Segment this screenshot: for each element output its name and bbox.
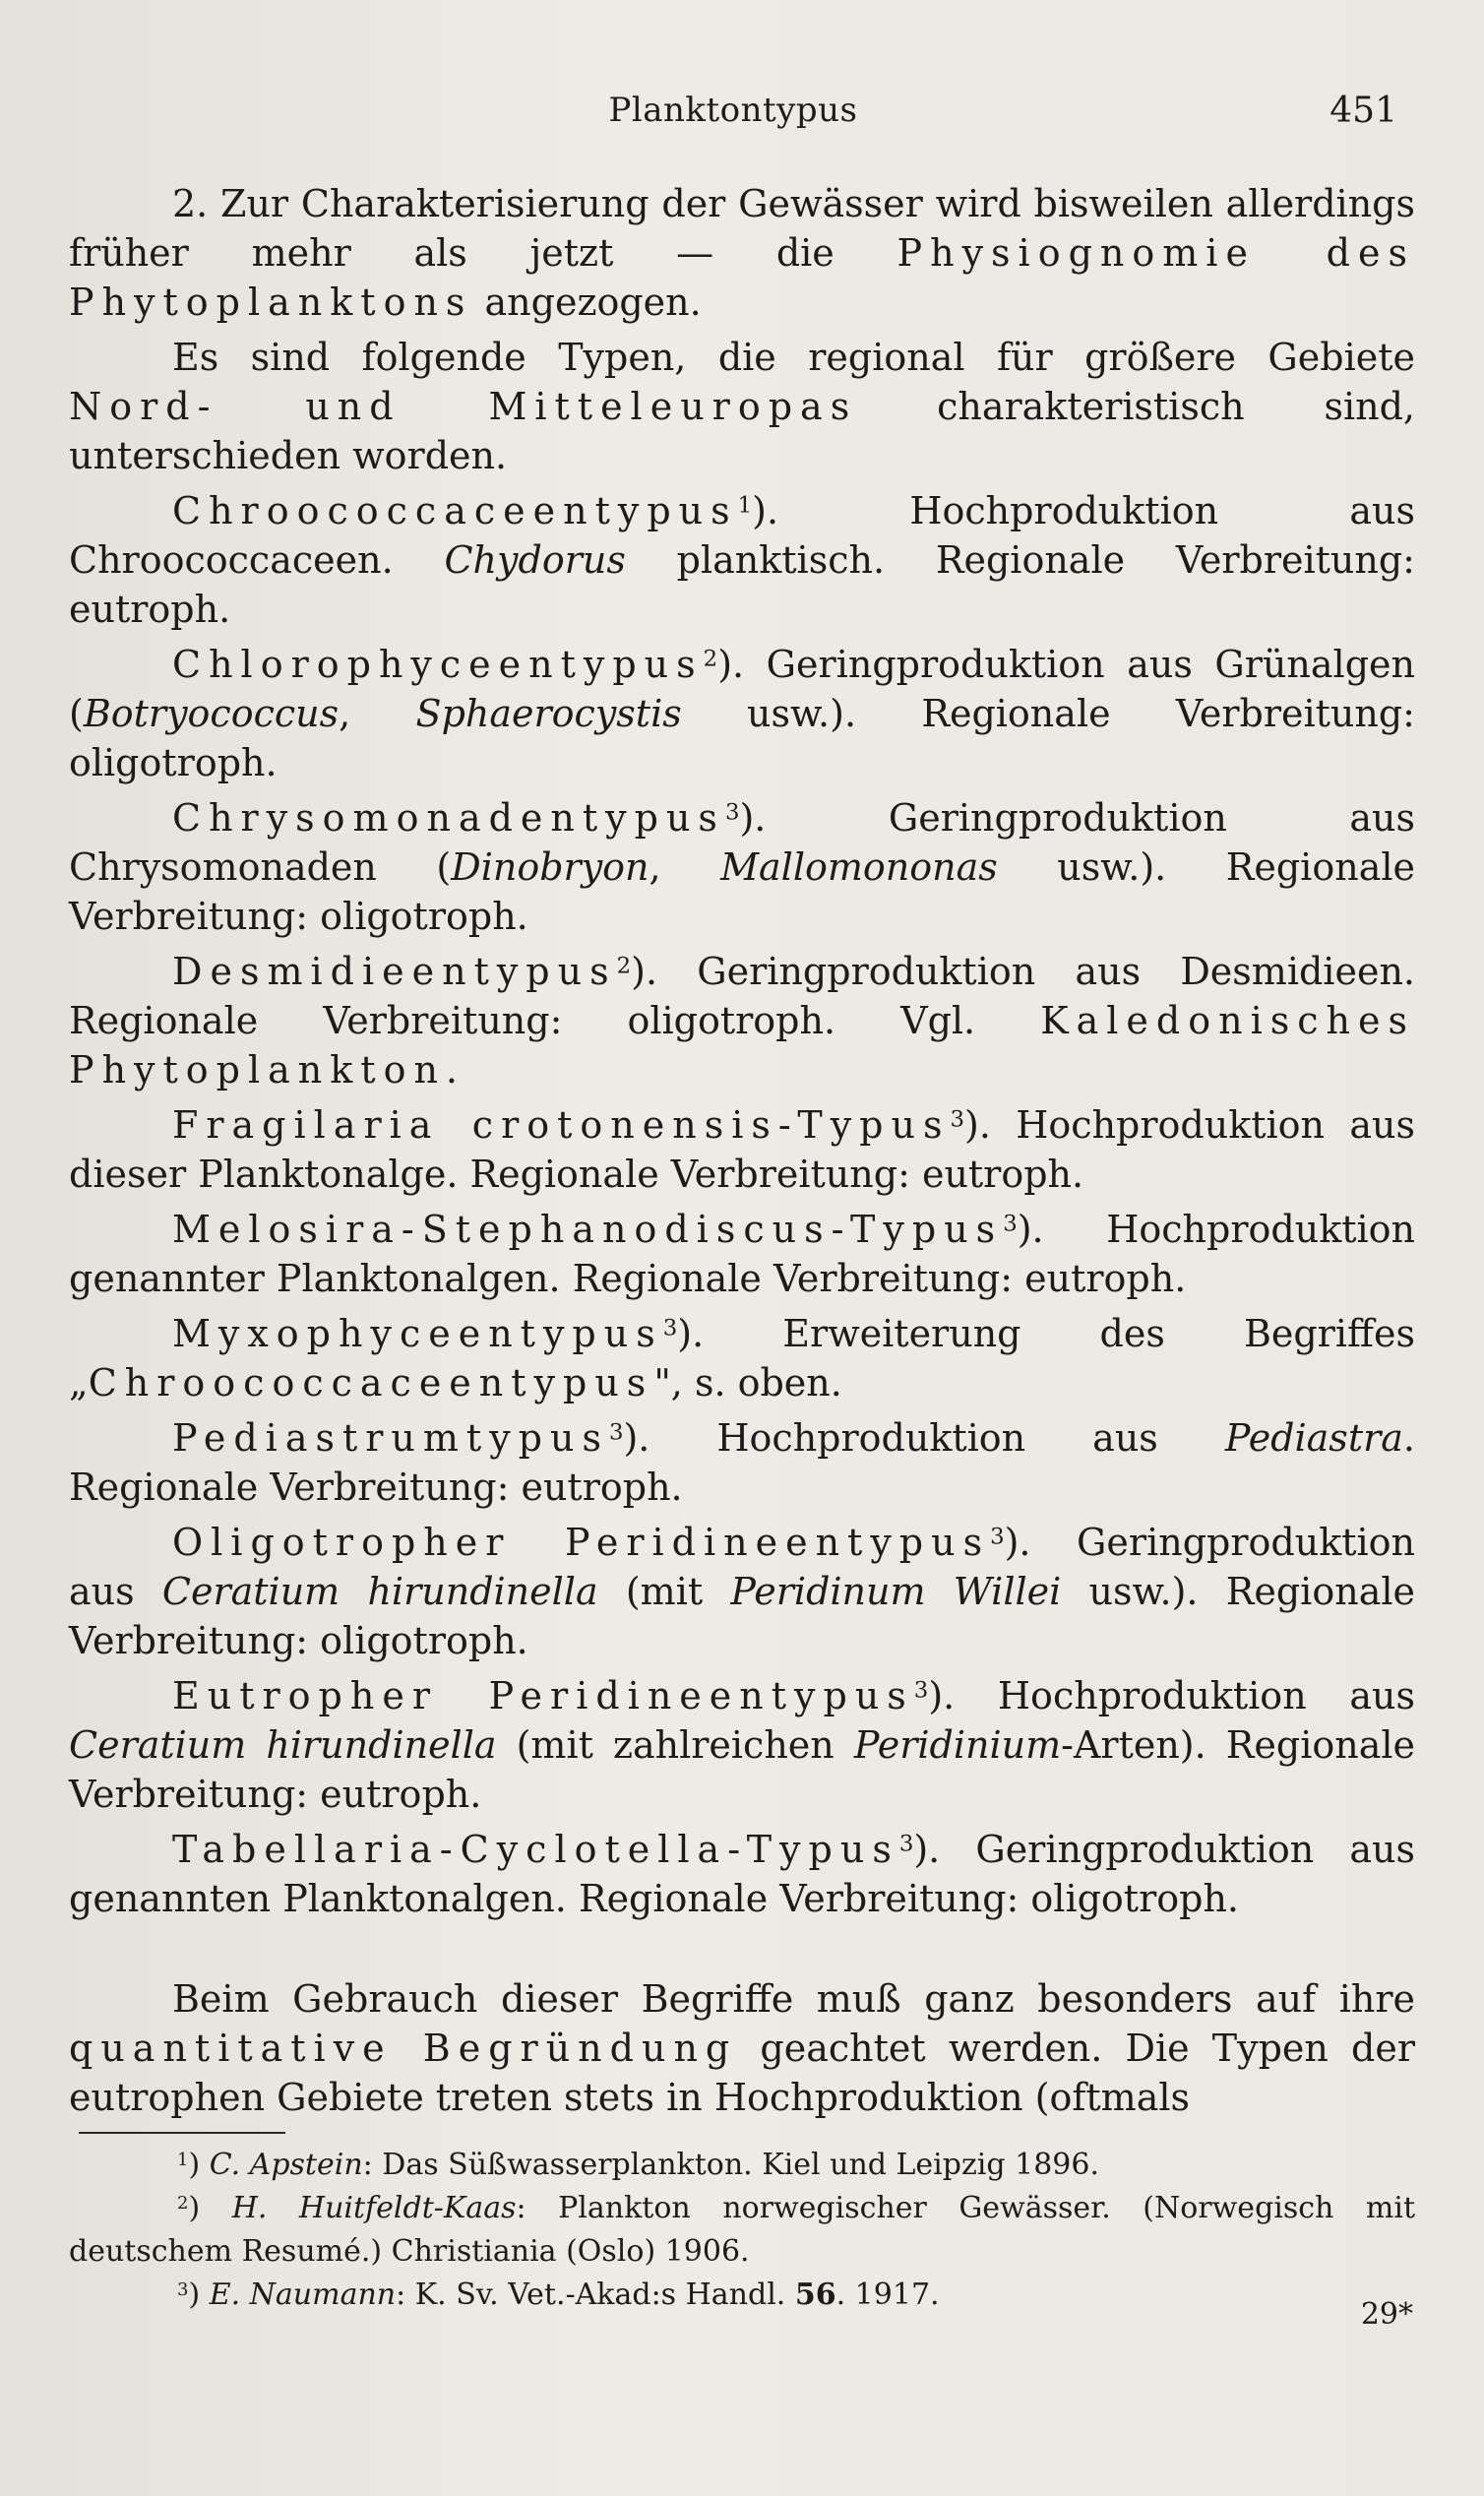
entry-oligotropher-peridineen bbox=[69, 1518, 1415, 1665]
footnote-number: 2 bbox=[177, 2193, 189, 2214]
text: ). Geringproduktion aus genannten Planktonalgen. Regionale Verbreitung: oligotroph. bbox=[69, 1828, 1415, 1920]
body-text bbox=[69, 179, 1415, 2128]
entry-term: Tabellaria-Cyclotella-Typus bbox=[172, 1828, 899, 1871]
footnote-ref: 2 bbox=[616, 953, 632, 979]
italic-taxon: Peridinum Willei bbox=[730, 1570, 1062, 1613]
footnote-text: : K. Sv. Vet.-Akad:s Handl. bbox=[396, 2278, 795, 2312]
footnote-number: 1 bbox=[177, 2150, 189, 2170]
text: ). Hochproduktion aus bbox=[928, 1674, 1415, 1717]
footnote-ref: 3 bbox=[913, 1677, 929, 1704]
text: (mit bbox=[597, 1570, 731, 1613]
page-number: 451 bbox=[1329, 91, 1397, 131]
text: ). Hochproduktion aus Chroococcaceen. bbox=[69, 489, 1415, 582]
text: ). Geringproduktion aus Grünalgen ( bbox=[69, 643, 1415, 735]
entry-chlorophyceen bbox=[69, 640, 1415, 787]
footnote-ref: 3 bbox=[898, 1831, 914, 1857]
text: ). Erweiterung des Begriffes „ bbox=[69, 1312, 1415, 1404]
entry-term: Oligotropher Peridineentypus bbox=[172, 1521, 991, 1564]
footnote-ref: 1 bbox=[737, 492, 753, 519]
paragraph-intro bbox=[69, 179, 1415, 327]
text: , bbox=[649, 845, 721, 889]
paragraph-types-intro bbox=[69, 333, 1415, 480]
text: (mit zahlreichen bbox=[496, 1723, 854, 1767]
cross-reference: Kaledonisches Phytoplankton bbox=[69, 999, 1415, 1092]
footnote-divider bbox=[79, 2132, 285, 2134]
entry-term: Myxophyceentypus bbox=[172, 1312, 663, 1355]
italic-taxon: Chydorus bbox=[444, 538, 626, 582]
footnote-text: . 1917. bbox=[835, 2278, 940, 2312]
italic-taxon: Dinobryon bbox=[451, 845, 649, 889]
entry-myxophyceen bbox=[69, 1309, 1415, 1407]
footnote-1: $^1$) C. Apstein: Das Süßwasserplankton. Kiel und Leipzig 1896. bbox=[177, 2148, 1100, 2182]
text: geachtet werden. Die Typen der eutrophen Gebiete treten stets in Hochproduktion (oftmals bbox=[69, 2027, 1415, 2119]
entry-term: Chrysomonadentypus bbox=[172, 796, 725, 840]
page-header bbox=[69, 91, 1397, 140]
text: ). Geringproduktion aus Desmidieen. Regionale Verbreitung: oligotroph. Vgl. bbox=[69, 950, 1415, 1042]
text: 2. Zur Charakterisierung der Gewässer wird bisweilen allerdings früher mehr als jetzt — die bbox=[69, 182, 1415, 275]
cross-reference: Chroococcaceentypus bbox=[88, 1361, 654, 1404]
spaced-term: Physiognomie des Phytoplanktons bbox=[69, 231, 1415, 324]
entry-term: Fragilaria crotonensis-Typus bbox=[172, 1103, 951, 1147]
text: usw.). Regionale Verbreitung: oligotroph. bbox=[69, 692, 1415, 784]
footnote-author: H. Huitfeldt-Kaas bbox=[231, 2191, 517, 2225]
spaced-term: Nord- und Mitteleuropas bbox=[69, 385, 858, 428]
entry-term: Chroococcaceentypus bbox=[172, 489, 738, 532]
entry-term: Pediastrumtypus bbox=[172, 1416, 609, 1460]
footnote-3: $^3$) E. Naumann: K. Sv. Vet.-Akad:s Handl. 56. 1917. bbox=[177, 2278, 940, 2312]
footnote-2: $^2$) H. Huitfeldt-Kaas: Plankton norwegischer Gewässer. (Norwegisch mit deutschem Resumé.) Christiania (Oslo) 1906. bbox=[69, 2191, 1416, 2269]
entry-term: Desmidieentypus bbox=[172, 950, 617, 993]
signature-mark: 29* bbox=[1360, 2297, 1413, 2332]
footnote-volume: 56 bbox=[794, 2278, 836, 2312]
footnote-ref: 3 bbox=[724, 799, 740, 826]
text: -Arten). Regionale Verbreitung: eutroph. bbox=[69, 1723, 1415, 1816]
text: ). Hochproduktion aus dieser Planktonalge. Regionale Verbreitung: eutroph. bbox=[69, 1103, 1415, 1196]
italic-taxon: Mallomononas bbox=[720, 845, 998, 889]
italic-taxon: Ceratium hirundinella bbox=[69, 1723, 497, 1767]
italic-taxon: Sphaerocystis bbox=[415, 692, 682, 735]
entry-chroococcaceen bbox=[69, 486, 1415, 634]
entry-tabellaria bbox=[69, 1825, 1415, 1923]
text: ). Hochproduktion aus bbox=[623, 1416, 1225, 1460]
footnotes bbox=[69, 2144, 1415, 2317]
running-head: Planktontypus bbox=[608, 91, 858, 130]
entry-term: Eutropher Peridineentypus bbox=[172, 1674, 914, 1717]
footnote-number: 3 bbox=[177, 2279, 189, 2300]
italic-taxon: Peridinium bbox=[853, 1723, 1062, 1767]
entry-melosira bbox=[69, 1205, 1415, 1303]
footnote-author: E. Naumann bbox=[209, 2278, 397, 2312]
text: Beim Gebrauch dieser Begriffe muß ganz besonders auf ihre bbox=[172, 1977, 1415, 2021]
spaced-term: quantitative Begründung bbox=[69, 2027, 738, 2070]
text: usw.). Regionale Verbreitung: oligotroph. bbox=[69, 845, 1415, 938]
text: ", s. oben. bbox=[653, 1361, 842, 1404]
footnote-ref: 2 bbox=[703, 646, 718, 672]
text: . bbox=[445, 1048, 459, 1092]
entry-pediastrum bbox=[69, 1413, 1415, 1512]
footnote-ref: 3 bbox=[1003, 1211, 1018, 1237]
text: usw.). Regionale Verbreitung: oligotroph. bbox=[69, 1570, 1415, 1662]
entry-eutropher-peridineen bbox=[69, 1671, 1415, 1819]
italic-taxon: Ceratium hirundinella bbox=[161, 1570, 598, 1613]
text: charakteristisch sind, unterschieden worden. bbox=[69, 385, 1415, 477]
text: ). Geringproduktion aus bbox=[69, 1521, 1415, 1613]
footnote-ref: 3 bbox=[990, 1524, 1005, 1550]
paragraph-closing bbox=[69, 1974, 1415, 2122]
entry-chrysomonaden bbox=[69, 793, 1415, 941]
text: Es sind folgende Typen, die regional für größere Gebiete bbox=[172, 336, 1415, 379]
entry-fragilaria bbox=[69, 1100, 1415, 1199]
footnote-text: : Das Süßwasserplankton. Kiel und Leipzig 1896. bbox=[362, 2148, 1100, 2182]
text: . Regionale Verbreitung: eutroph. bbox=[69, 1416, 1415, 1509]
text: angezogen. bbox=[472, 281, 702, 324]
text: ). Geringproduktion aus Chrysomonaden ( bbox=[69, 796, 1415, 889]
text: ). Hochproduktion genannter Planktonalgen. Regionale Verbreitung: eutroph. bbox=[69, 1208, 1415, 1300]
footnote-text: : Plankton norwegischer Gewässer. (Norwegisch mit deutschem Resumé.) Christiania (Oslo) 1906. bbox=[69, 2191, 1416, 2269]
footnote-author: C. Apstein bbox=[209, 2148, 363, 2182]
entry-term: Chlorophyceentypus bbox=[172, 643, 704, 686]
entry-term: Melosira-Stephanodiscus-Typus bbox=[172, 1208, 1004, 1251]
footnote-ref: 3 bbox=[662, 1315, 678, 1342]
footnote-ref: 3 bbox=[608, 1419, 624, 1446]
entry-desmidieen bbox=[69, 947, 1415, 1094]
italic-taxon: Botryococcus bbox=[83, 692, 340, 735]
text: planktisch. Regionale Verbreitung: eutroph. bbox=[69, 538, 1415, 631]
italic-taxon: Pediastra bbox=[1224, 1416, 1403, 1460]
text: , bbox=[339, 692, 416, 735]
footnote-ref: 3 bbox=[950, 1106, 964, 1133]
